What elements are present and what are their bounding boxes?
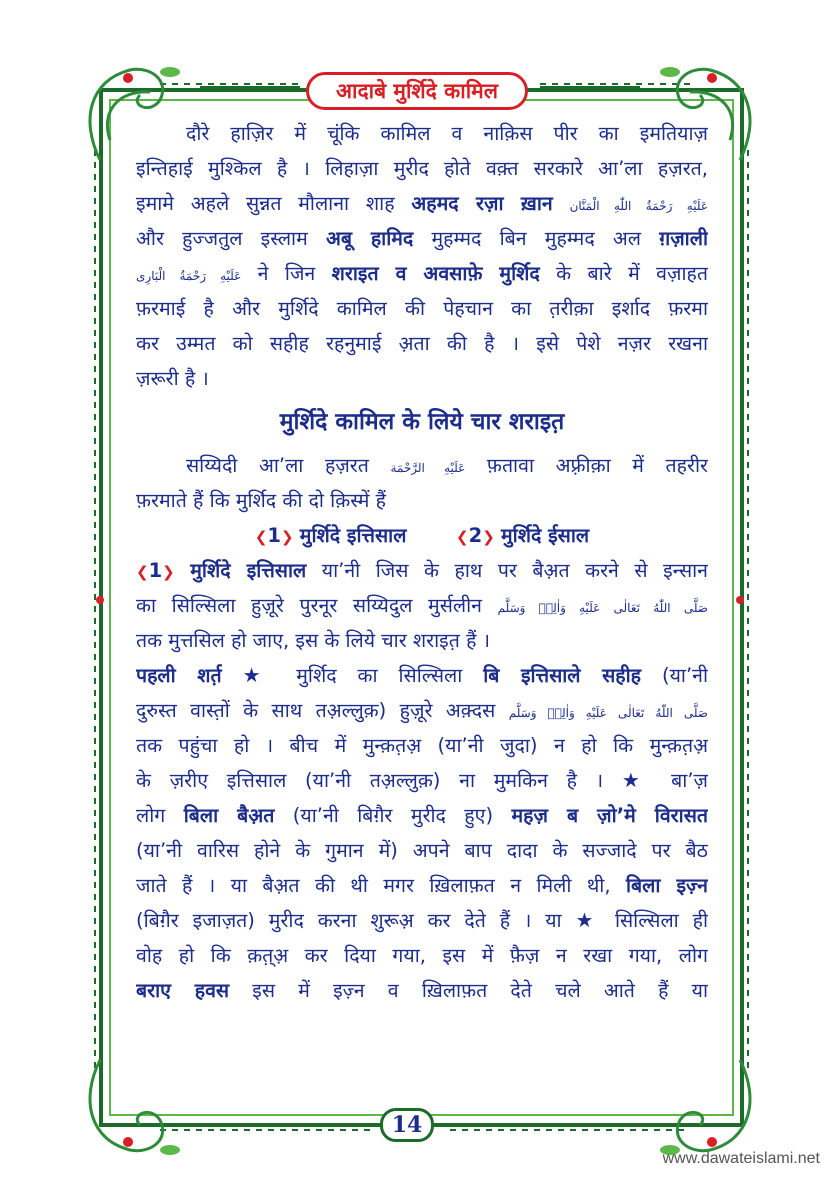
page-number: 14 — [380, 1108, 434, 1142]
para-line — [136, 938, 708, 973]
arabic-honorific: عَلَيْهِ الرَّحْمَة — [390, 461, 466, 475]
text: के ज़रीए इत्तिसाल (या’नी तअ़ल्लुक़) ना मुमकिन है । — [136, 769, 604, 792]
text: मुर्शिद का सिल्सिला — [296, 664, 463, 687]
bold-name: अबू हामिद — [325, 227, 414, 250]
star-icon: ★ — [575, 908, 602, 932]
arabic-honorific: عَلَيْهِ رَحْمَةُ اللّٰهِ الْمَنَّان — [569, 199, 708, 213]
bold-phrase: बिला बैअ़त — [183, 804, 275, 827]
para-line — [136, 868, 708, 903]
para-line — [136, 221, 708, 256]
type-name: मुर्शिदे इत्तिसाल — [299, 524, 407, 547]
text: जाते हैं । या बैअ़त की थी मगर ख़िलाफ़त न मिली थी, — [136, 874, 611, 897]
para-line-text: तक मुत्तसिल हो जाए, इस के लिये चार शराइत़ हैं । — [136, 629, 491, 652]
bold-phrase: मुर्शिदे इत्तिसाल — [190, 559, 307, 582]
text: इमामे अहले सुन्नत मौलाना शाह — [136, 192, 395, 215]
text: सिल्सिला ही — [614, 909, 708, 932]
para-line — [136, 833, 708, 868]
para-line — [136, 903, 708, 938]
para-line — [136, 291, 708, 326]
type-number: 1 — [148, 559, 163, 582]
text: और हुज्जतुल इस्लाम — [136, 227, 308, 250]
text: लोग — [136, 804, 166, 827]
para-line-text: कर उम्मत को सहीह रहनुमाई अ़ता की है । इसे पेशे नज़र रखना — [136, 332, 708, 355]
arabic-honorific: عَلَيْهِ رَحْمَةُ الْبَارِى — [136, 269, 242, 283]
para-line — [136, 256, 708, 291]
para-line — [136, 186, 708, 221]
type-number: 2 — [468, 524, 483, 547]
text: या’नी जिस के हाथ पर बैअ़त करने से इन्सान — [321, 559, 708, 582]
para-line — [136, 483, 708, 518]
para-line-text: तक पहुंचा हो । बीच में मुन्क़त़अ़ (या’नी जुदा) न हो कि मुन्क़त़अ़ — [136, 734, 708, 757]
book-title: आदाबे मुर्शिदे कामिल — [306, 72, 528, 110]
para-line — [136, 326, 708, 361]
section-heading: मुर्शिदे कामिल के लिये चार शराइत़ — [279, 409, 565, 435]
para-line — [136, 553, 708, 588]
website-link[interactable]: www.dawateislami.net — [662, 1150, 820, 1167]
star-icon: ★ — [621, 768, 653, 792]
para-line — [136, 116, 708, 151]
bold-phrase: बराए हवस — [136, 979, 230, 1002]
text: दुरुस्त वास्त़ों के साथ तअ़ल्लुक़) हुज़ूरे अक़्दस — [136, 699, 496, 722]
text: इस में इज़्न व ख़िलाफ़त देते चले आते हैं या — [252, 979, 708, 1002]
ornate-bracket-icon: ❮ — [254, 528, 268, 546]
bold-name: अहमद रज़ा ख़ान — [411, 192, 553, 215]
para-line — [136, 728, 708, 763]
ornate-bracket-icon: ❯ — [162, 563, 175, 581]
arabic-honorific: صَلَّى اللّٰهُ تَعَالٰى عَلَيْهِ وَاٰلِهٖ وَسَلَّم — [508, 706, 708, 720]
ornate-bracket-icon: ❯ — [482, 528, 495, 546]
para-line-text: फ़रमाई है और मुर्शिदे कामिल की पेहचान का त़रीक़ा इर्शाद फ़रमा — [136, 297, 708, 320]
para-line-text: इन्तिहाई मुश्किल है । लिहाज़ा मुरीद होते वक़्त सरकारे आ’ला हज़रत, — [136, 157, 708, 180]
text: फ़तावा अफ़्रीक़ा में तहरीर — [486, 454, 708, 477]
ornate-bracket-icon: ❯ — [281, 528, 294, 546]
type-name: मुर्शिदे ईसाल — [500, 524, 590, 547]
text: ने जिन — [257, 262, 316, 285]
text: बा’ज़ — [671, 769, 708, 792]
bold-phrase: पहली शर्त़ — [136, 664, 222, 687]
para-line-text: (या’नी वारिस होने के गुमान में) अपने बाप दादा के सज्जादे पर बैठ — [136, 839, 708, 862]
star-icon: ★ — [242, 663, 276, 687]
bold-phrase: बि इत्तिसाले सहीह — [483, 664, 642, 687]
para-line-text: फ़रमाते हैं कि मुर्शिद की दो क़िस्में हैं — [136, 489, 386, 512]
para-line — [136, 658, 708, 693]
text: सय्यिदी आ’ला हज़रत — [186, 454, 369, 477]
para-line — [136, 623, 708, 658]
text: के बारे में वज़ाहत — [556, 262, 708, 285]
para-line — [136, 588, 708, 623]
para-line — [136, 361, 708, 396]
types-line — [136, 518, 708, 553]
bold-phrase: महज़ ब ज़ो’मे विरासत — [511, 804, 708, 827]
text: का सिल्सिला हुज़ूरे पुरनूर सय्यिदुल मुर्सलीन — [136, 594, 482, 617]
para-line — [136, 693, 708, 728]
bold-phrase: बिला इज़्न — [625, 874, 708, 897]
para-line-text: वोह हो कि क़त़्अ़ कर दिया गया, इस में फ़ैज़ न रखा गया, लोग — [136, 944, 708, 967]
para-line — [136, 973, 708, 1008]
para-line-text: दौरे हाज़िर में चूंकि कामिल व नाक़िस पीर का इमतियाज़ — [186, 122, 708, 145]
bold-name: ग़ज़ाली — [659, 227, 708, 250]
para-line — [136, 763, 708, 798]
ornate-bracket-icon: ❮ — [456, 528, 469, 546]
ornate-bracket-icon: ❮ — [136, 563, 149, 581]
page-body — [136, 116, 708, 1008]
text: मुहम्मद बिन मुहम्मद अल — [431, 227, 642, 250]
para-line — [136, 151, 708, 186]
text: (या’नी — [662, 664, 708, 687]
bold-phrase: शराइत व अवसाफ़े मुर्शिद — [331, 262, 540, 285]
arabic-honorific: صَلَّى اللّٰهُ تَعَالٰى عَلَيْهِ وَاٰلِهٖ وَسَلَّم — [497, 601, 708, 615]
para-line-text: ज़रूरी है । — [136, 367, 209, 390]
para-line — [136, 798, 708, 833]
type-number: 1 — [267, 524, 281, 547]
text: (बिग़ैर इजाज़त) मुरीद करना शुरूअ़ कर देते हैं । या — [136, 909, 562, 932]
para-line — [136, 448, 708, 483]
text: (या’नी बिग़ैर मुरीद हुए) — [292, 804, 494, 827]
